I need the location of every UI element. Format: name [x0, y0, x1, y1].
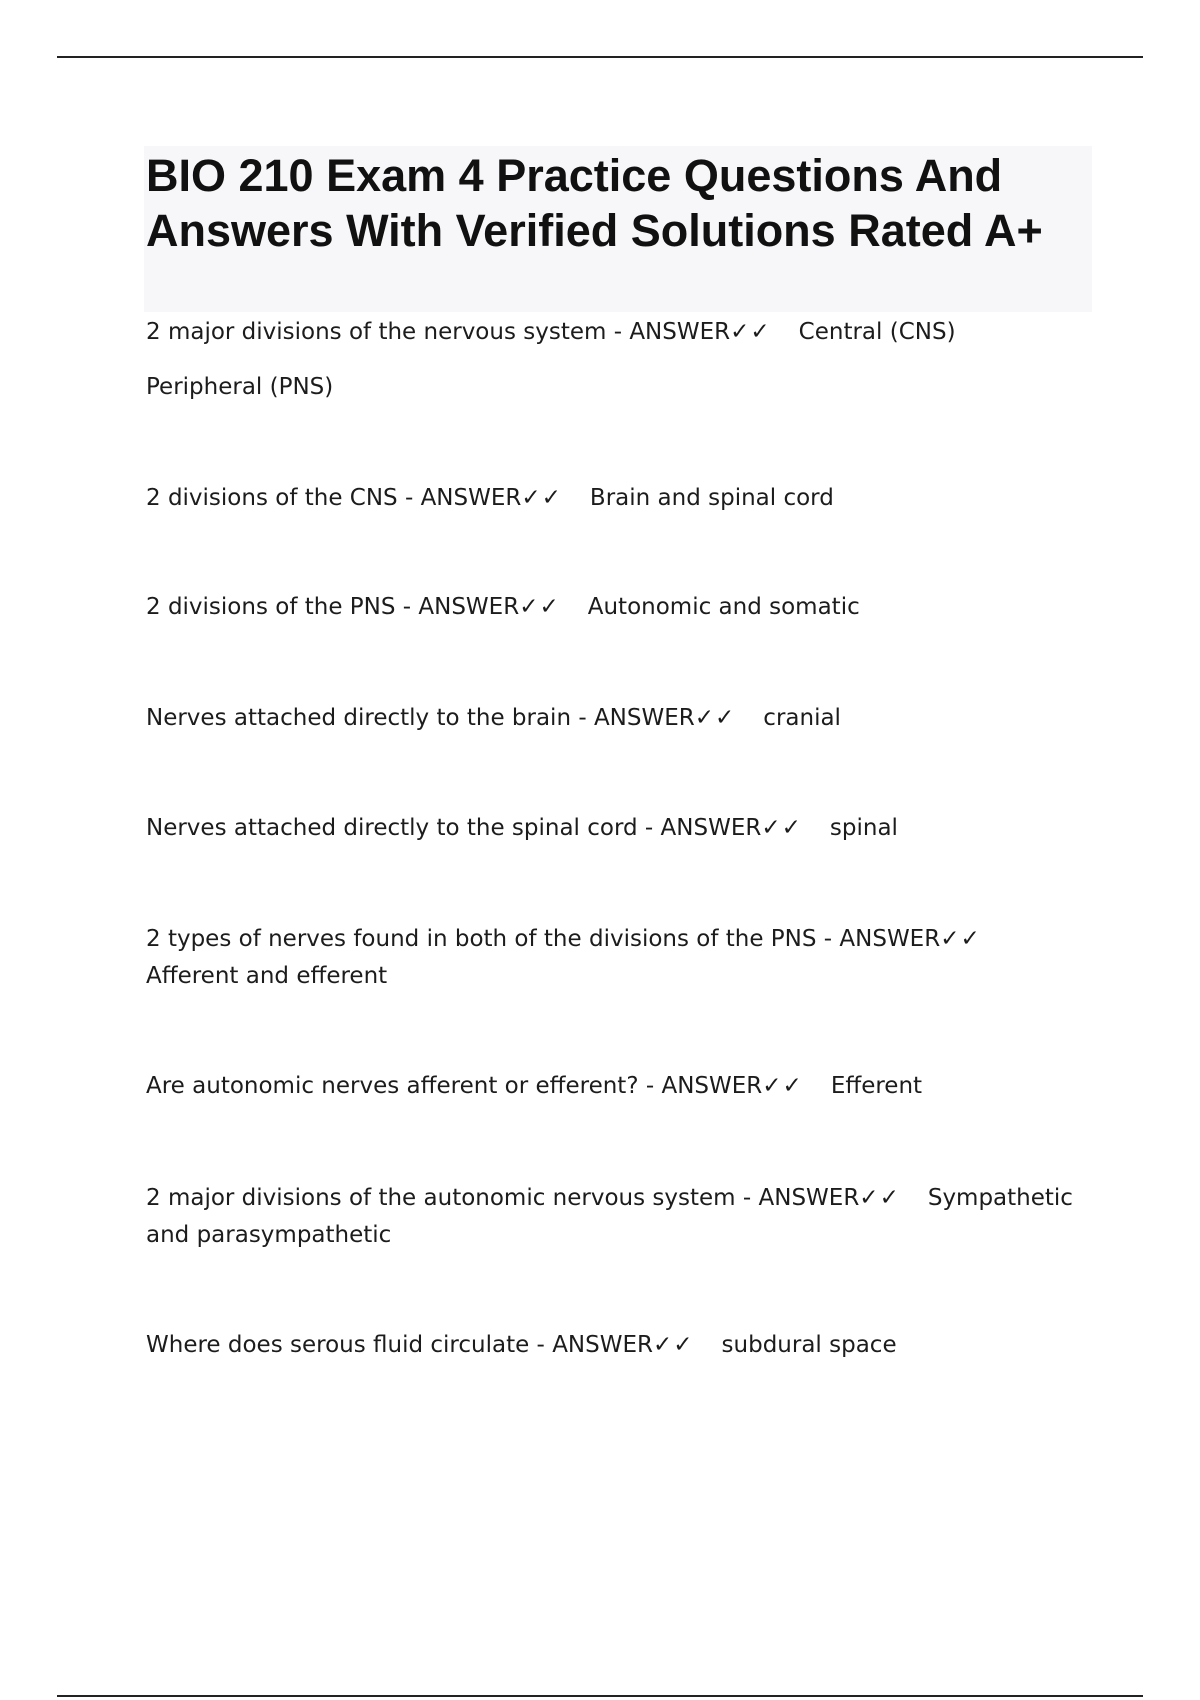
header-rule — [57, 56, 1143, 58]
question-text: Nerves attached directly to the spinal cord - — [146, 815, 661, 841]
qa-item-3 — [146, 589, 1086, 626]
answer-marker: ANSWER — [418, 594, 520, 620]
double-check-icon: ✓✓ — [761, 815, 802, 841]
answer-marker: ANSWER — [661, 1073, 763, 1099]
question-text: 2 major divisions of the autonomic nervous system - — [146, 1185, 759, 1211]
answer-text: Afferent and efferent — [146, 963, 388, 989]
qa-item-2 — [146, 480, 1086, 517]
qa-item-9 — [146, 1327, 1086, 1364]
footer-rule — [57, 1695, 1143, 1697]
qa-item-5 — [146, 810, 1086, 847]
answer-marker: ANSWER — [758, 1185, 860, 1211]
question-text: 2 types of nerves found in both of the divisions of the PNS - — [146, 926, 840, 952]
double-check-icon: ✓✓ — [652, 1332, 694, 1358]
answer-text: Efferent — [830, 1073, 923, 1099]
answer-marker: ANSWER — [593, 705, 695, 731]
double-check-icon: ✓✓ — [521, 485, 562, 511]
answer-marker: ANSWER — [420, 485, 522, 511]
question-text: 2 major divisions of the nervous system - — [146, 319, 630, 345]
question-text: Are autonomic nerves afferent or efferent? - — [146, 1073, 662, 1099]
double-check-icon: ✓✓ — [859, 1185, 900, 1211]
qa-item-4 — [146, 700, 1086, 737]
question-text: Where does serous fluid circulate - — [146, 1332, 553, 1358]
answer-text: subdural space — [721, 1332, 897, 1358]
answer-text-2: Peripheral (PNS) — [146, 374, 334, 400]
double-check-icon: ✓✓ — [694, 705, 736, 731]
answer-text: cranial — [763, 705, 841, 731]
answer-marker: ANSWER — [660, 815, 762, 841]
qa-item-1 — [146, 314, 1086, 351]
answer-text: Central (CNS) — [798, 319, 956, 345]
question-text: Nerves attached directly to the brain - — [146, 705, 594, 731]
qa-item-7 — [146, 1068, 1086, 1105]
question-text: 2 divisions of the PNS - — [146, 594, 419, 620]
answer-marker: ANSWER — [552, 1332, 653, 1358]
answer-marker: ANSWER — [629, 319, 731, 345]
answer-text: Autonomic and somatic — [587, 594, 860, 620]
double-check-icon: ✓✓ — [940, 926, 981, 952]
answer-marker: ANSWER — [839, 926, 941, 952]
double-check-icon: ✓✓ — [519, 594, 560, 620]
answer-text: Brain and spinal cord — [589, 485, 834, 511]
double-check-icon: ✓✓ — [762, 1073, 803, 1099]
qa-item-1-answer-continued — [146, 369, 1086, 406]
qa-item-8 — [146, 1180, 1086, 1254]
question-text: 2 divisions of the CNS - — [146, 485, 421, 511]
answer-text: spinal — [829, 815, 898, 841]
document-title: BIO 210 Exam 4 Practice Questions And Answers With Verified Solutions Rated A+ — [146, 150, 1043, 256]
double-check-icon: ✓✓ — [730, 319, 771, 345]
qa-item-6 — [146, 921, 1086, 995]
answer-text: Sympathetic and parasympathetic — [146, 1185, 1073, 1248]
